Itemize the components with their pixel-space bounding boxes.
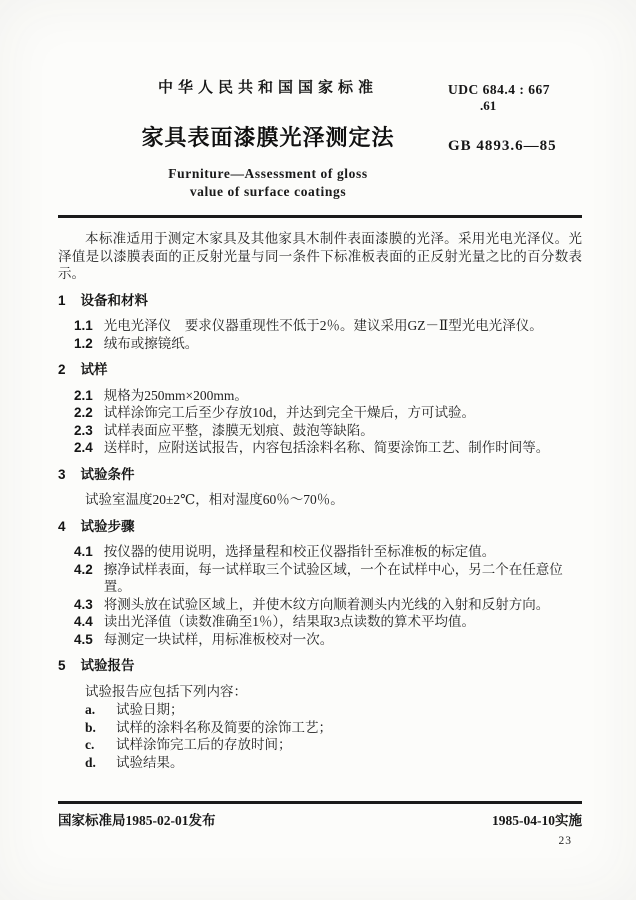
section-heading	[58, 361, 582, 379]
report-item-letter: c.	[85, 737, 95, 752]
document-title-en-line1: Furniture—Assessment of gloss	[168, 166, 368, 181]
section-number: 3	[58, 466, 66, 482]
national-standard-label: 中华人民共和国国家标准	[157, 79, 378, 96]
issued-by-date: 国家标准局1985-02-01发布	[58, 813, 216, 828]
report-item-text: 试验日期；	[116, 702, 184, 717]
clause-number: 2.4	[74, 440, 93, 455]
section-test-procedure	[58, 518, 582, 649]
clause-text: 读出光泽值（读数准确至1％），结果取3点读数的算术平均值。	[103, 614, 476, 629]
report-item-letter: a.	[85, 702, 96, 717]
clause-number: 4.2	[74, 561, 93, 577]
implementation-date: 1985-04-10实施	[492, 813, 582, 828]
scope-paragraph: 本标准适用于测定木家具及其他家具木制件表面漆膜的光泽。采用光电光泽仪。光泽值是以漆膜表面的正反射光量与同一条件下标准板表面的正反射光量之比的百分数表示。	[58, 231, 582, 281]
clause-row	[58, 543, 582, 561]
report-item-text: 试样的涂料名称及简要的涂饰工艺；	[116, 719, 332, 735]
report-item-letter: d.	[85, 754, 96, 770]
clause-number: 1.2	[74, 335, 93, 351]
report-list-item	[58, 719, 582, 737]
clause-row	[58, 631, 582, 649]
clause-row	[58, 422, 582, 440]
report-item-text: 试验结果。	[116, 754, 184, 770]
report-item-letter: b.	[85, 719, 96, 735]
clause-number: 2.1	[74, 387, 93, 403]
clause-text: 规格为250mm×200mm。	[103, 387, 248, 403]
clause-text: 绒布或擦镜纸。	[103, 335, 199, 351]
clause-number: 2.2	[74, 405, 93, 420]
section-title: 试验步骤	[80, 518, 135, 534]
conditions-paragraph: 试验室温度20±2℃，相对湿度60％～70％。	[85, 492, 344, 507]
section-test-report	[58, 657, 582, 771]
clause-text: 送样时，应附送试报告，内容包括涂料名称、简要涂饰工艺、制作时间等。	[103, 440, 550, 455]
document-footer	[58, 809, 582, 829]
clause-number: 4.3	[74, 596, 93, 612]
clause-number: 2.3	[74, 422, 93, 438]
report-list-item	[58, 736, 582, 754]
clause-text: 试样表面应平整，漆膜无划痕、鼓泡等缺陷。	[103, 422, 374, 438]
clause-row	[58, 561, 582, 596]
section-equipment-materials	[58, 292, 582, 353]
header-divider-rule	[58, 215, 582, 218]
report-lead-text: 试验报告应包括下列内容：	[85, 683, 247, 699]
section-number: 1	[58, 292, 66, 308]
section-number: 5	[58, 658, 66, 673]
section-heading	[58, 292, 582, 310]
document-body	[58, 230, 582, 771]
udc-code-continuation: .61	[480, 98, 497, 113]
udc-code: UDC 684.4 : 667	[448, 82, 550, 97]
clause-text: 每测定一块试样，用标准板校对一次。	[103, 631, 334, 647]
section-heading	[58, 466, 582, 484]
document-title-zh: 家具表面漆膜光泽测定法	[141, 125, 395, 150]
document-title-en-line2: value of surface coatings	[189, 184, 347, 199]
document-title-en	[58, 165, 478, 201]
section-test-specimen	[58, 361, 582, 457]
clause-row	[58, 596, 582, 614]
page-number: 23	[558, 835, 572, 847]
clause-row	[58, 439, 582, 457]
clause-number: 4.1	[74, 544, 93, 559]
section-number: 4	[58, 518, 66, 534]
report-list-item	[58, 754, 582, 772]
clause-text: 试样涂饰完工后至少存放10d，并达到完全干燥后，方可试验。	[103, 405, 476, 420]
document-header-right	[448, 82, 557, 155]
clause-text: 光电光泽仪 要求仪器重现性不低于2％。建议采用GZ－Ⅱ型光电光泽仪。	[103, 318, 543, 333]
section-title: 试样	[80, 362, 108, 377]
section-number: 2	[58, 362, 66, 377]
report-item-text: 试样涂饰完工后的存放时间；	[116, 737, 292, 752]
clause-row	[58, 404, 582, 422]
clause-row	[58, 335, 582, 353]
clause-row	[58, 613, 582, 631]
clause-number: 4.4	[74, 614, 93, 629]
document-header-left	[58, 76, 478, 201]
clause-number: 4.5	[74, 631, 93, 647]
clause-row	[58, 387, 582, 405]
footer-divider-rule	[58, 801, 582, 804]
clause-text: 擦净试样表面，每一试样取三个试验区域，一个在试样中心，另二个在任意位置。	[103, 561, 563, 594]
section-title: 设备和材料	[80, 292, 149, 308]
section-test-conditions	[58, 466, 582, 509]
section-heading	[58, 518, 582, 536]
standard-code: GB 4893.6—85	[448, 138, 557, 154]
section-title: 试验条件	[80, 466, 135, 482]
section-heading	[58, 657, 582, 675]
report-list-item	[58, 701, 582, 719]
section-title: 试验报告	[80, 658, 135, 673]
clause-number: 1.1	[74, 318, 93, 333]
clause-row	[58, 317, 582, 335]
clause-text: 按仪器的使用说明，选择量程和校正仪器指针至标准板的标定值。	[103, 544, 496, 559]
clause-text: 将测头放在试验区域上，并使木纹方向顺着测头内光线的入射和反射方向。	[103, 596, 550, 612]
